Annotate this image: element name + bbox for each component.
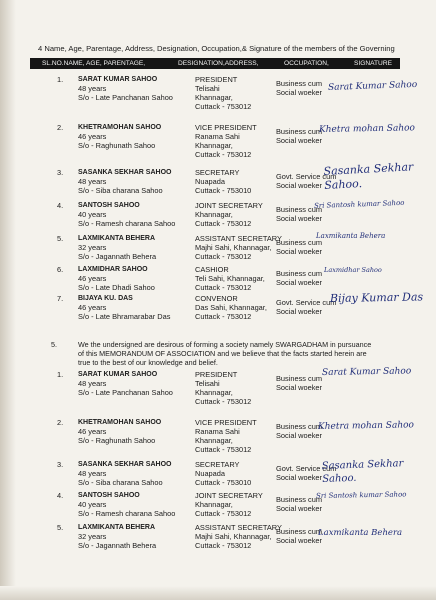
- member-signature: Sarat Kumar Sahoo: [327, 79, 418, 93]
- member-parentage: S/o - Raghunath Sahoo: [78, 436, 156, 445]
- member-age: 32 years: [78, 532, 107, 541]
- member-occupation-line: Social woeker: [276, 136, 323, 145]
- member-signature: Sasanka Sekhar Sahoo.: [323, 160, 414, 192]
- member-occupation-line: Business cum: [276, 238, 323, 247]
- member-name: SASANKA SEKHAR SAHOO: [78, 461, 172, 468]
- member-age: 46 years: [78, 274, 107, 283]
- member-signature: Sri Santosh kumar Sahoo: [315, 490, 407, 500]
- member-address-line: Cuttack - 753012: [195, 445, 252, 454]
- member-name: SANTOSH SAHOO: [78, 492, 140, 499]
- member-signature: Sasanka Sekhar Sahoo.: [321, 458, 404, 485]
- member-occupation-line: Social woeker: [276, 431, 323, 440]
- member-age: 46 years: [78, 303, 107, 312]
- member-designation: VICE PRESIDENT: [195, 418, 257, 427]
- section-5-line-1: We the undersigned are desirous of forming a society namely SWARGADHAM in pursuance: [78, 340, 372, 349]
- header-signature-column: SIGNATURE: [354, 60, 392, 67]
- member-address-line: Khannagar,: [195, 93, 233, 102]
- section-5-number: 5.: [51, 340, 57, 349]
- member-designation: ASSISTANT SECRETARY: [195, 523, 282, 532]
- member-age: 48 years: [78, 469, 107, 478]
- member-occupation-line: Business cum: [276, 79, 323, 88]
- member-parentage: S/o - Late Bhramarabar Das: [78, 312, 171, 321]
- member-designation: PRESIDENT: [195, 75, 238, 84]
- member-address-line: Khannagar,: [195, 500, 233, 509]
- member-address-line: Khannagar,: [195, 210, 233, 219]
- member-occupation-line: Govt. Service cum: [276, 464, 337, 473]
- member-signature: Laxmidhar Sahoo: [324, 266, 382, 274]
- member-address-line: Cuttack - 753012: [195, 219, 252, 228]
- member-address-line: Khannagar,: [195, 436, 233, 445]
- member-occupation-line: Business cum: [276, 269, 323, 278]
- member-parentage: S/o - Late Panchanan Sahoo: [78, 388, 173, 397]
- member-name: KHETRAMOHAN SAHOO: [78, 124, 162, 131]
- member-occupation-line: Social woeker: [276, 307, 323, 316]
- member-age: 32 years: [78, 243, 107, 252]
- member-occupation-line: Govt. Service cum: [276, 172, 337, 181]
- member-number: 4.: [57, 491, 64, 500]
- section-5-line-3: true to the best of our knowledge and belief.: [78, 358, 218, 367]
- member-address-line: Cuttack - 753012: [195, 312, 252, 321]
- member-designation: SECRETARY: [195, 460, 240, 469]
- member-parentage: S/o - Jagannath Behera: [78, 252, 157, 261]
- member-address-line: Khannagar,: [195, 388, 233, 397]
- scan-edge-shadow: [0, 0, 16, 600]
- member-signature: Khetra mohan Sahoo: [317, 420, 415, 432]
- member-parentage: S/o - Siba charana Sahoo: [78, 186, 163, 195]
- member-address-line: Majhi Sahi, Khannagar,: [195, 243, 272, 252]
- header-name-column: SL.NO.NAME, AGE, PARENTAGE,: [42, 60, 146, 67]
- member-parentage: S/o - Ramesh charana Sahoo: [78, 219, 176, 228]
- member-parentage: S/o - Late Panchanan Sahoo: [78, 93, 173, 102]
- member-age: 48 years: [78, 379, 107, 388]
- member-signature: Khetra mohan Sahoo: [318, 123, 416, 135]
- member-address-line: Telisahi: [195, 84, 220, 93]
- member-number: 2.: [57, 418, 64, 427]
- member-number: 6.: [57, 265, 64, 274]
- member-address-line: Cuttack - 753010: [195, 478, 252, 487]
- member-designation: ASSISTANT SECRETARY: [195, 234, 282, 243]
- member-address-line: Ranama Sahi: [195, 132, 240, 141]
- member-number: 5.: [57, 234, 64, 243]
- member-name: SARAT KUMAR SAHOO: [78, 371, 158, 378]
- member-age: 46 years: [78, 427, 107, 436]
- member-number: 3.: [57, 460, 64, 469]
- member-occupation-line: Social woeker: [276, 247, 323, 256]
- member-occupation-line: Govt. Service cum: [276, 298, 337, 307]
- member-designation: CONVENOR: [195, 294, 238, 303]
- member-number: 2.: [57, 123, 64, 132]
- member-number: 5.: [57, 523, 64, 532]
- member-address-line: Cuttack - 753012: [195, 150, 252, 159]
- member-address-line: Cuttack - 753012: [195, 252, 252, 261]
- member-name: SASANKA SEKHAR SAHOO: [78, 169, 172, 176]
- member-address-line: Cuttack - 753012: [195, 509, 252, 518]
- member-designation: PRESIDENT: [195, 370, 238, 379]
- member-address-line: Majhi Sahi, Khannagar,: [195, 532, 272, 541]
- member-name: KHETRAMOHAN SAHOO: [78, 419, 162, 426]
- member-age: 46 years: [78, 132, 107, 141]
- member-number: 4.: [57, 201, 64, 210]
- member-occupation-line: Social woeker: [276, 536, 323, 545]
- scan-bottom-shadow: [0, 586, 436, 600]
- member-address-line: Cuttack - 753010: [195, 186, 252, 195]
- member-occupation-line: Social woeker: [276, 88, 323, 97]
- member-signature: Sarat Kumar Sahoo: [321, 366, 412, 378]
- member-signature: Laxmikanta Behera: [316, 232, 386, 240]
- member-parentage: S/o - Late Dhadi Sahoo: [78, 283, 155, 292]
- member-name: LAXMIDHAR SAHOO: [78, 266, 148, 273]
- section-4-heading: 4 Name, Age, Parentage, Address, Designation, Occupation,& Signature of the members of the Governing: [38, 44, 395, 53]
- section-5-line-2: of this MEMORANDUM OF ASSOCIATION and we believe that the facts started herein are: [78, 349, 367, 358]
- member-address-line: Cuttack - 753012: [195, 541, 252, 550]
- member-occupation-line: Business cum: [276, 127, 323, 136]
- member-occupation-line: Social woeker: [276, 383, 323, 392]
- member-name: SARAT KUMAR SAHOO: [78, 76, 158, 83]
- member-age: 48 years: [78, 84, 107, 93]
- member-occupation-line: Business cum: [276, 374, 323, 383]
- member-address-line: Nuapada: [195, 469, 225, 478]
- member-name: LAXMIKANTA BEHERA: [78, 235, 155, 242]
- member-designation: JOINT SECRETARY: [195, 491, 263, 500]
- member-designation: VICE PRESIDENT: [195, 123, 257, 132]
- member-name: BIJAYA KU. DAS: [78, 295, 133, 302]
- member-age: 40 years: [78, 500, 107, 509]
- member-signature: Sri Santosh kumar Sahoo: [313, 198, 405, 210]
- member-designation: SECRETARY: [195, 168, 240, 177]
- member-address-line: Das Sahi, Khannagar,: [195, 303, 267, 312]
- member-address-line: Telisahi: [195, 379, 220, 388]
- member-address-line: Cuttack - 753012: [195, 283, 252, 292]
- member-number: 3.: [57, 168, 64, 177]
- member-occupation-line: Social woeker: [276, 278, 323, 287]
- member-number: 7.: [57, 294, 64, 303]
- header-designation-column: DESIGNATION,ADDRESS,: [178, 60, 259, 67]
- member-number: 1.: [57, 75, 64, 84]
- member-occupation-line: Business cum: [276, 422, 323, 431]
- member-name: LAXMIKANTA BEHERA: [78, 524, 155, 531]
- member-occupation-line: Social woeker: [276, 473, 323, 482]
- member-age: 48 years: [78, 177, 107, 186]
- member-parentage: S/o - Raghunath Sahoo: [78, 141, 156, 150]
- member-occupation-line: Business cum: [276, 205, 323, 214]
- member-age: 40 years: [78, 210, 107, 219]
- member-number: 1.: [57, 370, 64, 379]
- member-address-line: Ranama Sahi: [195, 427, 240, 436]
- member-address-line: Nuapada: [195, 177, 225, 186]
- member-address-line: Cuttack - 753012: [195, 102, 252, 111]
- member-address-line: Khannagar,: [195, 141, 233, 150]
- member-signature: Bijay Kumar Das: [329, 290, 424, 305]
- member-occupation-line: Business cum: [276, 527, 323, 536]
- member-designation: CASHIOR: [195, 265, 229, 274]
- member-parentage: S/o - Ramesh charana Sahoo: [78, 509, 176, 518]
- member-parentage: S/o - Siba charana Sahoo: [78, 478, 163, 487]
- member-address-line: Cuttack - 753012: [195, 397, 252, 406]
- member-name: SANTOSH SAHOO: [78, 202, 140, 209]
- member-designation: JOINT SECRETARY: [195, 201, 263, 210]
- member-occupation-line: Social woeker: [276, 214, 323, 223]
- header-occupation-column: OCCUPATION,: [284, 60, 329, 67]
- member-address-line: Teli Sahi, Khannagar,: [195, 274, 265, 283]
- member-occupation-line: Business cum: [276, 495, 323, 504]
- member-parentage: S/o - Jagannath Behera: [78, 541, 157, 550]
- table-header: [30, 58, 400, 69]
- member-signature: Laxmikanta Behera: [318, 528, 403, 538]
- member-occupation-line: Social woeker: [276, 504, 323, 513]
- member-occupation-line: Social woeker: [276, 181, 323, 190]
